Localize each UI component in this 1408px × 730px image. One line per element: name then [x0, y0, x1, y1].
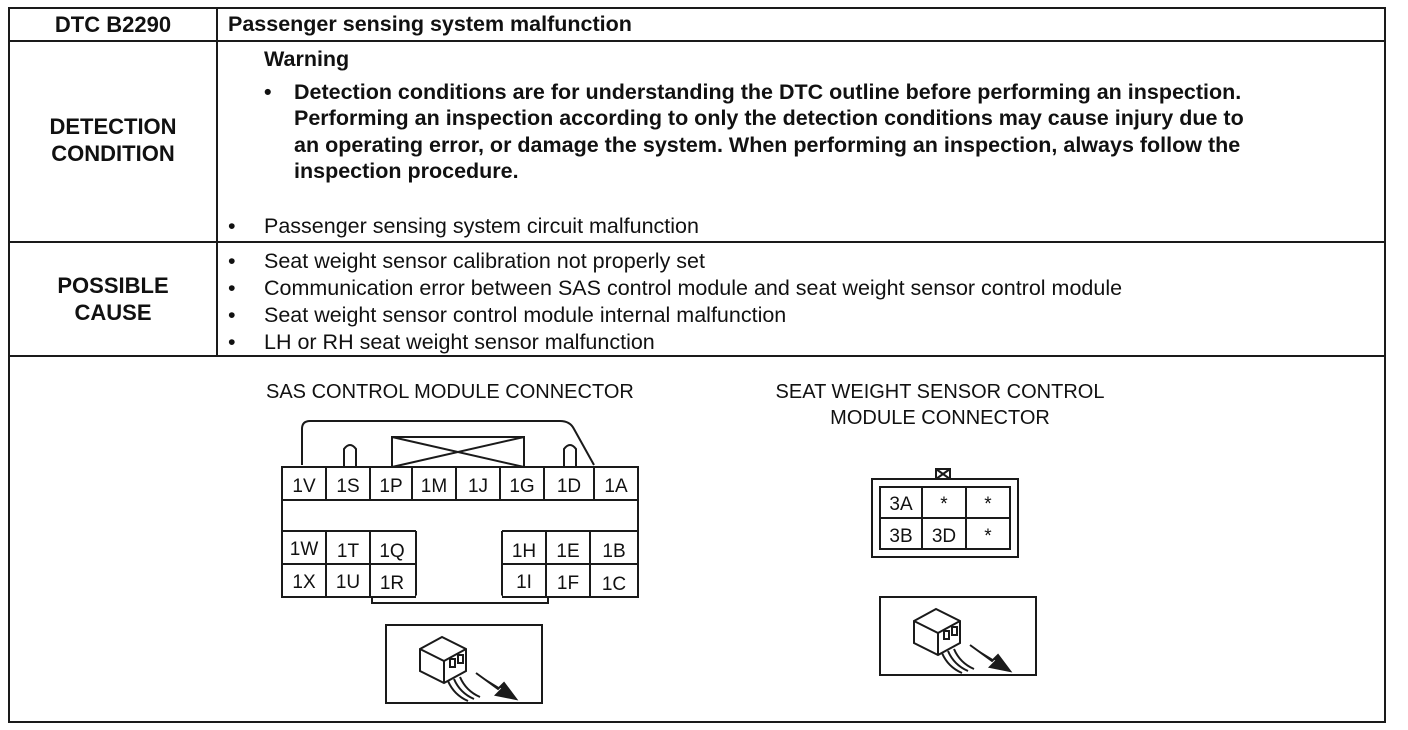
warning-bullet: •: [264, 80, 272, 104]
pin-label: 3B: [889, 526, 913, 547]
possible-cause-label-line2: CAUSE: [74, 300, 152, 325]
pin-label: 1P: [379, 476, 403, 497]
sas-connector-shell: [302, 421, 594, 465]
pin-label: 1H: [511, 541, 537, 562]
warning-line: Detection conditions are for understanding the DTC outline before performing an inspection.: [294, 80, 1242, 104]
pin-label: 1M: [420, 476, 448, 497]
pin-label: *: [984, 526, 992, 547]
bullet: •: [228, 330, 236, 354]
dtc-sheet: [8, 7, 1386, 723]
pin-label: 1T: [336, 541, 360, 562]
detection-label-line1: DETECTION: [49, 114, 177, 139]
bullet: •: [228, 214, 236, 238]
sws-connector-title-line1: SEAT WEIGHT SENSOR CONTROL: [775, 381, 1105, 403]
pin-label: 1X: [292, 572, 316, 593]
warning-line: inspection procedure.: [294, 159, 519, 183]
bullet: •: [228, 276, 236, 300]
pin-label: 1R: [379, 573, 405, 594]
pin-label: 1I: [516, 572, 532, 593]
pin-label: 1W: [289, 539, 319, 560]
warning-line: an operating error, or damage the system. When performing an inspection, always follow the: [294, 133, 1241, 157]
dtc-title: Passenger sensing system malfunction: [228, 12, 632, 36]
pin-label: 1C: [601, 574, 627, 595]
pin-label: 1Q: [379, 541, 405, 562]
pin-label: 1D: [556, 476, 582, 497]
sas-harness-icon: [420, 637, 516, 701]
cause-item-text: Seat weight sensor calibration not properly set: [264, 249, 705, 273]
pin-label: 1G: [509, 476, 535, 497]
cause-item-text: LH or RH seat weight sensor malfunction: [264, 330, 655, 354]
possible-cause-label-line1: POSSIBLE: [57, 273, 169, 298]
pin-label: 1U: [335, 572, 361, 593]
cause-item-text: Seat weight sensor control module internal malfunction: [264, 303, 787, 327]
warning-title: Warning: [264, 47, 350, 71]
pin-label: 1E: [556, 541, 580, 562]
sws-harness-icon: [914, 609, 1010, 673]
pin-label: 1A: [604, 476, 628, 497]
pin-label: 1J: [467, 476, 489, 497]
pin-label: *: [984, 494, 992, 515]
pin-label: *: [940, 494, 948, 515]
sas-post-left: [344, 445, 356, 467]
pin-label: 1S: [336, 476, 360, 497]
connectors-drawing: [10, 9, 1386, 723]
pin-label: 1B: [602, 541, 626, 562]
sas-post-right: [564, 445, 576, 467]
pin-label: 1V: [292, 476, 316, 497]
dtc-code: DTC B2290: [54, 12, 172, 37]
sas-connector-title: SAS CONTROL MODULE CONNECTOR: [266, 381, 634, 403]
warning-line: Performing an inspection according to only the detection conditions may cause injury due to: [294, 106, 1244, 130]
detection-label-line2: CONDITION: [51, 141, 175, 166]
pin-label: 3A: [889, 494, 913, 515]
pin-label: 1F: [556, 573, 580, 594]
pin-label: 3D: [931, 526, 957, 547]
bullet: •: [228, 303, 236, 327]
cause-item-text: Communication error between SAS control module and seat weight sensor control module: [264, 276, 1123, 300]
bullet: •: [228, 249, 236, 273]
detection-item-text: Passenger sensing system circuit malfunction: [264, 214, 699, 238]
sws-connector-title-line2: MODULE CONNECTOR: [830, 407, 1050, 429]
